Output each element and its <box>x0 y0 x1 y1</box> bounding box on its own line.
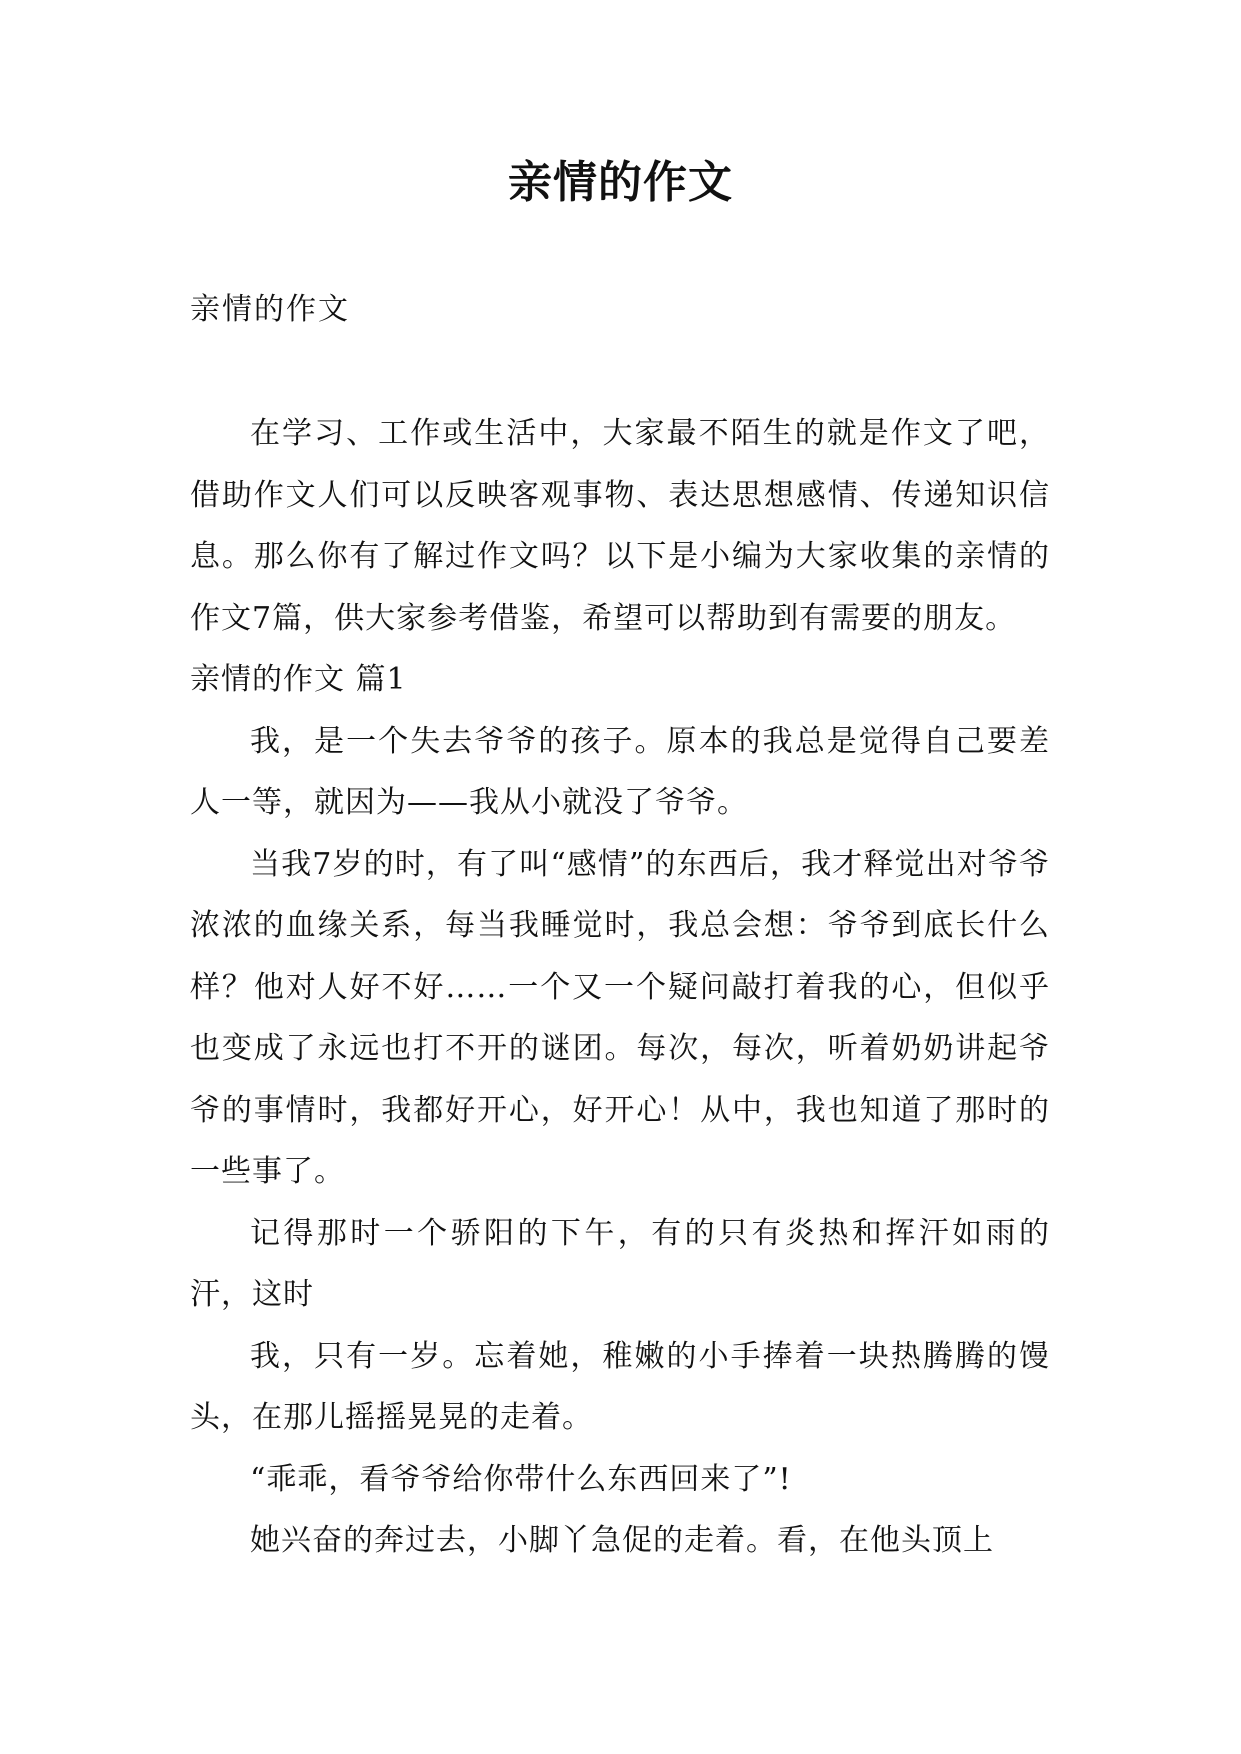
document-subtitle: 亲情的作文 <box>190 292 350 327</box>
section-heading: 亲情的作文 篇1 <box>190 662 407 697</box>
body-paragraph: “乖乖，看爷爷给你带什么东西回来了”! <box>250 1461 792 1497</box>
intro-paragraph: 在学习、工作或生活中，大家最不陌生的就是作文了吧，借助作文人们可以反映客观事物、表达思想感情、传递知识信息。那么你有了解过作文吗？以下是小编为大家收集的亲情的作文7篇，供大家参考借鉴，希望可以帮助到有需要的朋友。 <box>190 416 1050 636</box>
document-body <box>190 403 1050 1572</box>
body-paragraph: 我，只有一岁。忘着她，稚嫩的小手捧着一块热腾腾的馒头，在那儿摇摇晃晃的走着。 <box>190 1338 1050 1435</box>
body-paragraph: 记得那时一个骄阳的下午，有的只有炎热和挥汗如雨的汗，这时 <box>190 1215 1050 1312</box>
body-paragraph: 我，是一个失去爷爷的孩子。原本的我总是觉得自己要差人一等，就因为——我从小就没了爷爷。 <box>190 723 1050 820</box>
body-paragraph: 当我7岁的时，有了叫“感情”的东西后，我才释觉出对爷爷浓浓的血缘关系，每当我睡觉时，我总会想：爷爷到底长什么样？他对人好不好……一个又一个疑问敲打着我的心，但似乎也变成了永远也打不开的谜团。每次，每次，听着奶奶讲起爷爷的事情时，我都好开心，好开心！从中，我也知道了那时的一些事了。 <box>190 846 1050 1189</box>
body-paragraph: 她兴奋的奔过去，小脚丫急促的走着。看，在他头顶上 <box>250 1523 994 1558</box>
document-title: 亲情的作文 <box>508 157 733 208</box>
